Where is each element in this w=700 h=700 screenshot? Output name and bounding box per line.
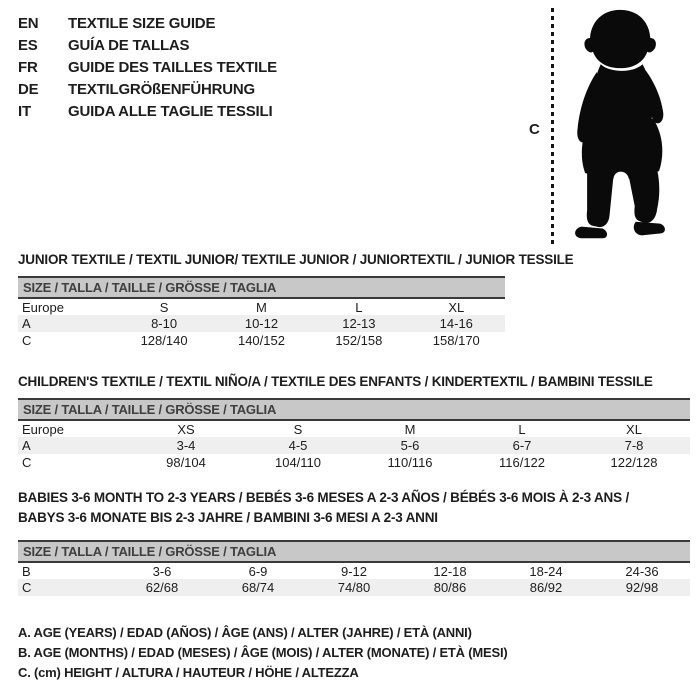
cell: 6-9	[248, 563, 268, 579]
cell: 98/104	[166, 455, 206, 470]
children-size-table	[18, 398, 690, 471]
cell: 10-12	[244, 316, 279, 331]
language-label: GUIDE DES TAILLES TEXTILE	[68, 59, 277, 76]
table-row	[18, 332, 505, 349]
cell: XL	[448, 299, 465, 315]
babies-section-title	[18, 488, 629, 528]
babies-title-line-2: BABYS 3-6 MONATE BIS 2-3 JAHRE / BAMBINI 3-6 MESI A 2-3 ANNI	[18, 510, 438, 525]
babies-title-line-1: BABIES 3-6 MONTH TO 2-3 YEARS / BEBÉS 3-6 MESES A 2-3 AÑOS / BÉBÉS 3-6 MOIS À 2-3 ANS /	[18, 490, 629, 505]
cell: S	[159, 299, 169, 315]
size-table-header: SIZE / TALLA / TAILLE / GRÖSSE / TAGLIA	[18, 399, 690, 420]
language-code: ES	[18, 37, 38, 54]
height-measure-label: C	[529, 121, 540, 138]
cell: XS	[177, 421, 195, 437]
toddler-silhouette-image	[557, 4, 695, 247]
table-row	[18, 420, 690, 437]
cell: 3-4	[176, 438, 196, 453]
size-table-header: SIZE / TALLA / TAILLE / GRÖSSE / TAGLIA	[18, 541, 690, 562]
babies-size-table	[18, 540, 690, 596]
cell: 18-24	[529, 563, 563, 579]
cell: 9-12	[340, 563, 368, 579]
cell: 92/98	[625, 580, 659, 595]
cell: 104/110	[274, 455, 322, 470]
cell: 8-10	[151, 316, 178, 331]
cell: 5-6	[400, 438, 420, 453]
cell: S	[293, 421, 303, 437]
table-row	[18, 579, 690, 596]
language-code: FR	[18, 59, 38, 76]
language-row-it	[18, 101, 277, 123]
table-row	[18, 437, 690, 454]
children-section-title: CHILDREN'S TEXTILE / TEXTIL NIÑO/A / TEXTILE DES ENFANTS / KINDERTEXTIL / BAMBINI TESSILE	[18, 374, 653, 389]
table-row	[18, 298, 505, 315]
table-row	[18, 315, 505, 332]
cell: 12-18	[433, 563, 467, 579]
junior-size-table	[18, 276, 505, 349]
junior-section-title: JUNIOR TEXTILE / TEXTIL JUNIOR/ TEXTILE JUNIOR / JUNIORTEXTIL / JUNIOR TESSILE	[18, 252, 574, 267]
cell: 86/92	[529, 580, 563, 595]
cell: 116/122	[498, 455, 546, 470]
row-label: C	[22, 455, 32, 470]
cell: 122/128	[610, 455, 658, 470]
table-row	[18, 454, 690, 471]
cell: M	[404, 421, 416, 437]
cell: L	[518, 421, 526, 437]
footnote-a: A. AGE (YEARS) / EDAD (AÑOS) / ÂGE (ANS) / ALTER (JAHRE) / ETÀ (ANNI)	[18, 625, 472, 640]
row-label: B	[22, 563, 31, 579]
language-row-en	[18, 13, 277, 35]
cell: 14-16	[439, 316, 473, 331]
cell: 68/74	[241, 580, 275, 595]
row-label: C	[22, 333, 32, 348]
size-table-header: SIZE / TALLA / TAILLE / GRÖSSE / TAGLIA	[18, 277, 505, 298]
language-code: IT	[18, 103, 31, 120]
cell: 6-7	[512, 438, 532, 453]
language-label: GUÍA DE TALLAS	[68, 37, 190, 54]
cell: 110/116	[387, 455, 433, 470]
footnotes	[18, 623, 508, 683]
height-measure-dashed-line	[551, 8, 554, 245]
cell: XL	[626, 421, 642, 437]
language-row-fr	[18, 57, 277, 79]
language-code: DE	[18, 81, 39, 98]
language-label: TEXTILE SIZE GUIDE	[68, 15, 216, 32]
table-row	[18, 562, 690, 579]
row-label: A	[22, 438, 31, 453]
language-code: EN	[18, 15, 39, 32]
cell: 3-6	[152, 563, 172, 579]
language-label: GUIDA ALLE TAGLIE TESSILI	[68, 103, 273, 120]
footnote-c: C. (cm) HEIGHT / ALTURA / HAUTEUR / HÖHE / ALTEZZA	[18, 665, 359, 680]
cell: 158/170	[432, 333, 480, 348]
language-list	[18, 13, 277, 123]
row-label: A	[22, 316, 31, 331]
row-label: Europe	[22, 299, 64, 315]
footnote-b: B. AGE (MONTHS) / EDAD (MESES) / ÂGE (MOIS) / ALTER (MONATE) / ETÀ (MESI)	[18, 645, 508, 660]
cell: 128/140	[140, 333, 188, 348]
language-row-es	[18, 35, 277, 57]
cell: 12-13	[342, 316, 376, 331]
row-label: Europe	[22, 421, 64, 437]
cell: 7-8	[624, 438, 644, 453]
cell: L	[355, 299, 363, 315]
cell: 74/80	[337, 580, 371, 595]
cell: 24-36	[625, 563, 659, 579]
cell: 62/68	[145, 580, 179, 595]
cell: 4-5	[288, 438, 308, 453]
language-label: TEXTILGRÖßENFÜHRUNG	[68, 81, 256, 98]
row-label: C	[22, 580, 32, 595]
cell: M	[256, 299, 267, 315]
language-row-de	[18, 79, 277, 101]
cell: 80/86	[433, 580, 467, 595]
cell: 140/152	[237, 333, 285, 348]
cell: 152/158	[335, 333, 383, 348]
